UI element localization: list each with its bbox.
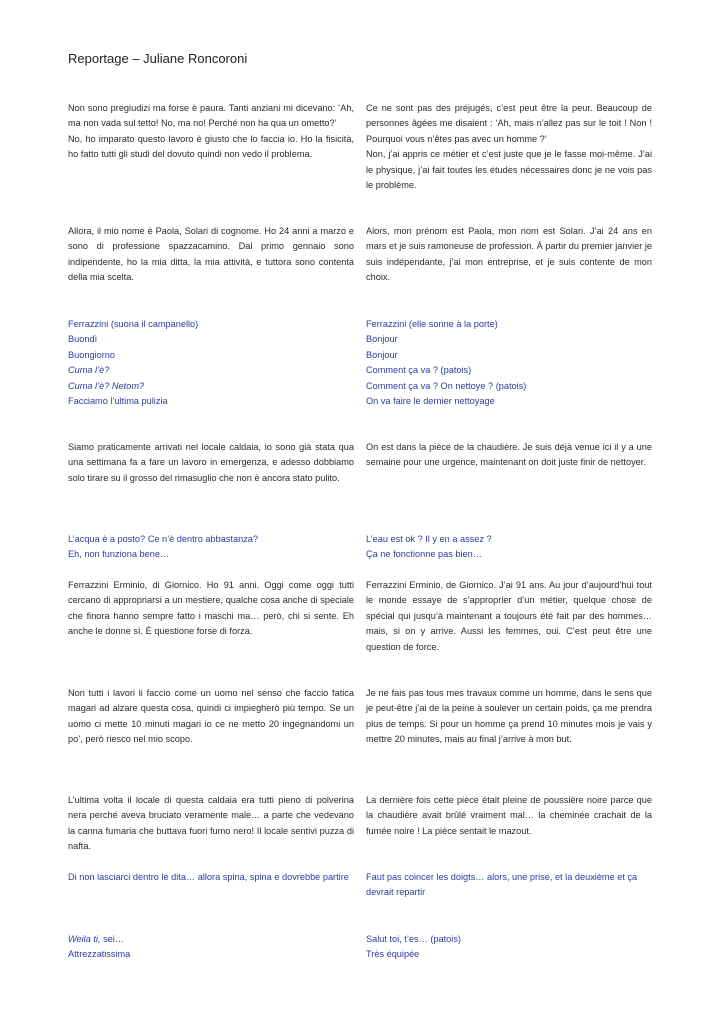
paragraph-fr-6: Ferrazzini Erminio, de Giornico. J’ai 91 ans. Au jour d’aujourd’hui tout le monde essaye de s’approprier d’un métier, quelque chose de spécial qui jusqu’à maintenant a toujours été fait par des hommes… mais, si on y arrive. Aussi les femmes, oui. C’est peut être une question de force. [366,580,652,652]
text-it-1a: Non sono pregiudizi ma forse è paura. Tanti anziani mi dicevano: ‘Ah, ma non vada sul tetto! No, ma no! Perché non ha qua un ometto?’ [68,103,354,129]
paragraph-it-4: Siamo praticamente arrivati nel locale caldaia, io sono già stata qua una settimana fa a fare un lavoro in emergenza, e adesso dobbiamo solo tirare su il grosso del rimasuglio che non è ancora stato pulito. [68,442,354,483]
dialogue-it-10 [68,932,354,963]
dialogue-line: Comment ça va ? On nettoye ? (patois) [366,380,527,391]
dialogue-line: L’acqua è a posto? Ce n’è dentro abbastanza? [68,534,259,544]
dialogue-line: Facciamo l’ultima pulizia [68,396,168,407]
paragraph-it-1 [68,101,354,163]
paragraph-it-8: L’ultima volta il locale di questa caldaia era tutti pieno di polverina nera perché aveva bruciato veramente male… a parte che vedevano la canna fumaria che buttava fuori fumo nero! Il locale sentivi puzza di nafta. [68,795,354,852]
dialogue-rest: sei… [100,934,125,944]
paragraph-fr-8: La dernière fois cette pièce était pleine de poussière noire parce que la chaudière avait brûlé vraiment mal… la cheminée crachait de la fumée noire ! La pièce sentait le mazout. [366,795,652,836]
paragraph-fr-7: Je ne fais pas tous mes travaux comme un homme, dans le sens que je peut-être j’ai de la peine à soulever un certain poids, ça me prendra plus de temps. Si pour un homme ça prend 10 minutes mois je vais y mettre 20 minutes, mais au final j’arrive à mon but. [366,688,652,745]
dialogue-it-9: Di non lasciarci dentro le dita… allora spina, spina e dovrebbe partire [68,872,349,882]
paragraph-it-2: Allora, il mio nome è Paola, Solari di cognome. Ho 24 anni a marzo e sono di professione spazzacamino. Dal primo gennaio sono indipendente, ho la mia ditta, la mia attività, e tuttora sono contenta della mia scelta. [68,226,354,283]
paragraph-it-6: Ferrazzini Erminio, di Giornico. Ho 91 anni. Oggi come oggi tutti cercano di appropriarsi a un mestiere, qualche cosa anche di speciale che finora hanno sempre fatto i maschi ma… però, chi si sente. Eh anche le donne sì. È questione forse di forza. [68,580,354,637]
dialogue-fr-10 [366,932,652,963]
dialogue-line: Buondì [68,334,98,345]
dialogue-line: Buongiorno [68,349,115,360]
dialogue-line: Ça ne fonctionne pas bien… [366,549,482,560]
dialogue-fr-9: Faut pas coincer les doigts… alors, une prise, et la deuxième et ça devrait repartir [366,872,638,898]
text-fr-1a: Ce ne sont pas des préjugés, c’est peut être la peur. Beaucoup de personnes âgées me disaient : ‘Ah, mais n’allez pas sur le toit ! Non ! Pourquoi vous n’êtes pas avec un homme ?’ [366,103,652,144]
paragraph-fr-2: Alors, mon prénom est Paola, mon nom est Solari. J’ai 24 ans en mars et je suis ramoneuse de profession. À partir du premier janvier je suis indépendante, j’ai mon entreprise, et je suis contente de mon choix. [366,226,652,283]
dialogue-line: L’eau est ok ? Il y en a assez ? [366,534,492,544]
dialogue-it-5 [68,532,354,563]
dialogue-line: Comment ça va ? (patois) [366,365,472,376]
dialogue-line-patois: Cuma l’è? [68,365,110,376]
dialogue-fr-5 [366,532,652,563]
dialogue-line: On va faire le dernier nettoyage [366,396,495,407]
dialogue-line: Bonjour [366,334,398,345]
dialogue-line: Très équipée [366,949,420,960]
paragraph-fr-1 [366,101,652,193]
dialogue-line: Ferrazzini (elle sonne à la porte) [366,319,498,329]
dialogue-line-patois: Cuma l’è? Netom? [68,380,145,391]
dialogue-line [68,932,354,947]
document-title: Reportage – Juliane Roncoroni [68,51,248,66]
text-it-1b: No, ho imparato questo lavoro è giusto che lo faccia io. Ho la fisicità, ho fatto tutti gli studi del dovuto quindi non vedo il problema. [68,133,354,160]
dialogue-line: Attrezzatissima [68,949,131,960]
dialogue-line: Eh, non funziona bene… [68,549,170,560]
dialogue-line: Salut toi, t’es… (patois) [366,934,461,944]
paragraph-fr-4: On est dans la pièce de la chaudière. Je suis déjà venue ici il y a une semaine pour une urgence, maintenant on doit juste finir de nettoyer. [366,442,652,468]
dialogue-line: Ferrazzini (suona il campanello) [68,319,199,329]
dialogue-it-3 [68,317,354,409]
dialogue-line: Bonjour [366,349,398,360]
dialogue-fr-3 [366,317,652,409]
dialogue-patois-italic: Weila ti, [68,934,101,944]
paragraph-it-7: Non tutti i lavori li faccio come un uomo nel senso che faccio fatica magari ad alzare questa cosa, quindi ci impiegherò più tempo. Se un uomo ci mette 10 minuti magari io ce ne metto 20 ingegnandomi un po’, però riesco nel mio scopo. [68,688,354,745]
text-fr-1b: Non, j’ai appris ce métier et c’est juste que je le fasse moi-même. J’ai le physique, j’ai fait toutes les études nécessaires donc je ne vois pas le problème. [366,149,652,191]
